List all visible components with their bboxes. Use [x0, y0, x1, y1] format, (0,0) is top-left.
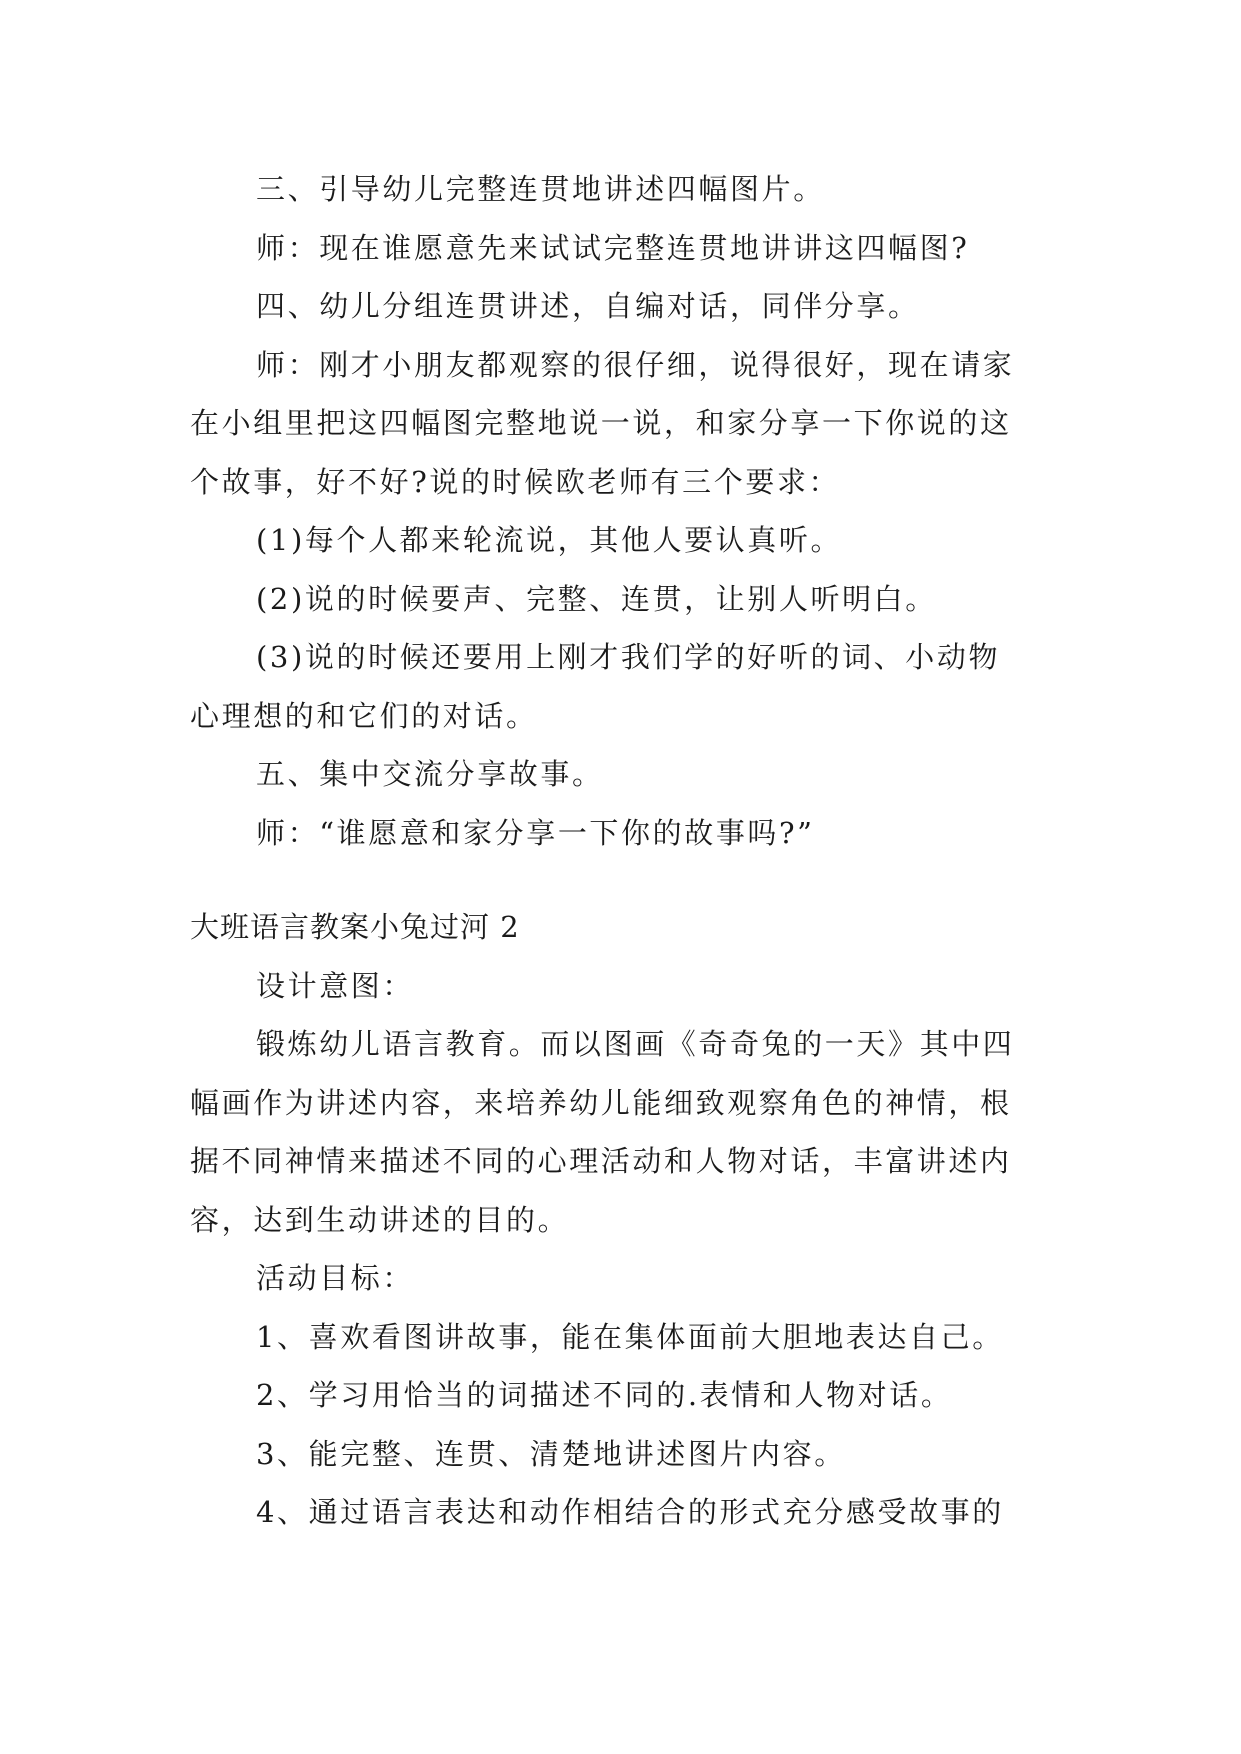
heading-activity-goals: 活动目标：	[256, 1261, 415, 1295]
paragraph-teacher-prompt-1: 师：现在谁愿意先来试试完整连贯地讲讲这四幅图?	[256, 230, 970, 265]
design-intent-line-1: 锻炼幼儿语言教育。而以图画《奇奇兔的一天》其中四	[256, 1027, 1015, 1061]
requirement-3-line-1: (3)说的时候还要用上刚才我们学的好听的词、小动物	[256, 640, 1001, 674]
design-intent-line-4: 容，达到生动讲述的目的。	[190, 1202, 570, 1237]
goal-2: 2、学习用恰当的词描述不同的.表情和人物对话。	[256, 1378, 953, 1412]
paragraph-step-four: 四、幼儿分组连贯讲述，自编对话，同伴分享。	[256, 289, 920, 323]
goal-4: 4、通过语言表达和动作相结合的形式充分感受故事的	[256, 1495, 1004, 1529]
paragraph-teacher-prompt-2-line-1: 师：刚才小朋友都观察的很仔细，说得很好，现在请家	[256, 347, 1015, 382]
paragraph-step-five: 五、集中交流分享故事。	[256, 757, 604, 791]
design-intent-line-2: 幅画作为讲述内容，来培养幼儿能细致观察角色的神情，根	[190, 1085, 1012, 1120]
requirement-3-line-2: 心理想的和它们的对话。	[190, 698, 538, 733]
requirement-2: (2)说的时候要声、完整、连贯，让别人听明白。	[256, 581, 937, 616]
section-spacer	[190, 862, 1060, 898]
section-title: 大班语言教案小兔过河 2	[190, 910, 520, 944]
paragraph-teacher-prompt-2-line-2: 在小组里把这四幅图完整地说一说，和家分享一下你说的这	[190, 406, 1012, 440]
paragraph-step-three: 三、引导幼儿完整连贯地讲述四幅图片。	[256, 172, 825, 206]
design-intent-line-3: 据不同神情来描述不同的心理活动和人物对话，丰富讲述内	[190, 1144, 1012, 1178]
document-page	[190, 160, 1060, 1542]
goal-1: 1、喜欢看图讲故事，能在集体面前大胆地表达自己。	[256, 1319, 1004, 1354]
paragraph-teacher-prompt-2-line-3: 个故事，好不好?说的时候欧老师有三个要求：	[190, 464, 841, 499]
goal-3: 3、能完整、连贯、清楚地讲述图片内容。	[256, 1436, 846, 1471]
requirement-1: (1)每个人都来轮流说，其他人要认真听。	[256, 523, 843, 557]
paragraph-teacher-prompt-3: 师：“谁愿意和家分享一下你的故事吗?”	[256, 815, 815, 850]
heading-design-intent: 设计意图：	[256, 968, 415, 1003]
